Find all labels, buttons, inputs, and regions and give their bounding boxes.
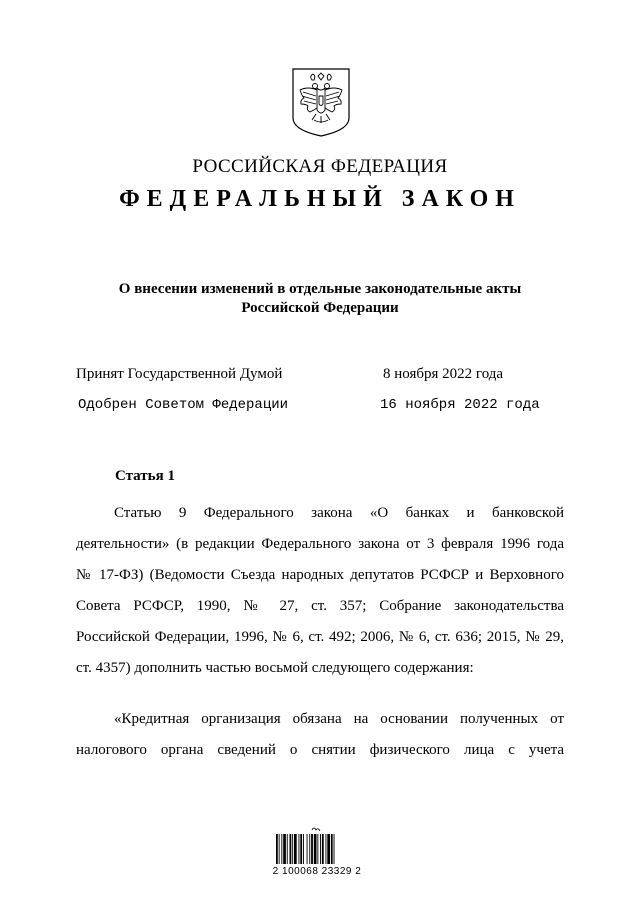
law-title (90, 280, 550, 318)
paragraph-line: деятельности» (в редакции Федерального закона от 3 февраля 1996 года (76, 536, 564, 552)
coat-of-arms-emblem (290, 66, 352, 138)
barcode-number: 2 100068 23329 2 (272, 866, 362, 877)
country-name: РОССИЙСКАЯ ФЕДЕРАЦИЯ (192, 156, 448, 177)
duma-adoption-label: Принят Государственной Думой (76, 366, 283, 382)
paragraph-line: налогового органа сведений о снятии физического лица с учета (76, 742, 564, 758)
law-title-line-1: О внесении изменений в отдельные законодательные акты (118, 281, 522, 297)
council-approval-label: Одобрен Советом Федерации (78, 397, 289, 413)
paragraph-line: «Кредитная организация обязана на основании полученных от (114, 711, 564, 727)
duma-adoption-date: 8 ноября 2022 года (383, 366, 504, 382)
paragraph-line: Совета РСФСР, 1990, № 27, ст. 357; Собрание законодательства (76, 598, 564, 614)
paragraph-line: ст. 4357) дополнить частью восьмой следующего содержания: (76, 660, 474, 676)
paragraph-line: Российской Федерации, 1996, № 6, ст. 492; 2006, № 6, ст. 636; 2015, № 29, (76, 629, 564, 645)
article-paragraph-2 (76, 704, 564, 766)
document-type: ФЕДЕРАЛЬНЫЙ ЗАКОН (119, 186, 521, 212)
law-title-line-2: Российской Федерации (241, 300, 399, 316)
article-heading: Статья 1 (115, 468, 175, 484)
council-approval-date: 16 ноября 2022 года (380, 397, 540, 413)
article-paragraph-1 (76, 498, 564, 684)
paragraph-line: Статью 9 Федерального закона «О банках и банковской (114, 505, 564, 521)
paragraph-line: № 17-ФЗ) (Ведомости Съезда народных депутатов РСФСР и Верховного (76, 567, 564, 583)
